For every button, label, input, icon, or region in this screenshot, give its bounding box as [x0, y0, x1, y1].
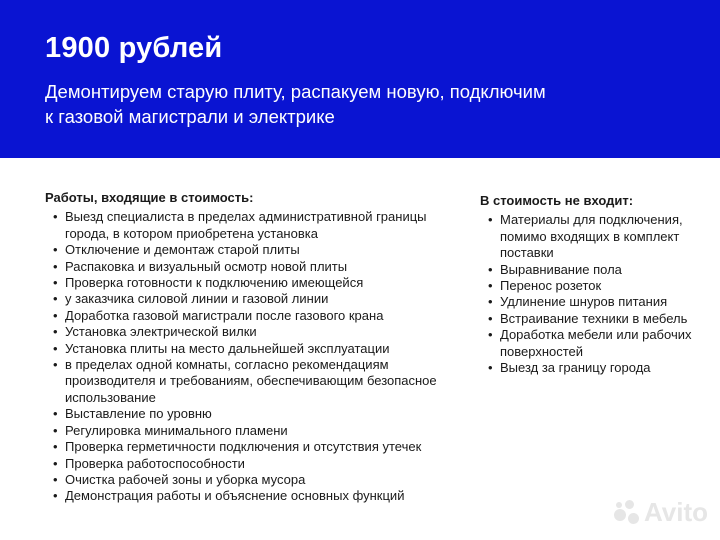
excluded-works	[480, 193, 695, 376]
list-item: • Доработка газовой магистрали после газового крана	[45, 308, 445, 324]
list-item: • Материалы для подключения, помимо входящих в комплект поставки	[480, 212, 695, 261]
list-item: • Установка плиты на место дальнейшей эксплуатации	[45, 341, 445, 357]
included-title: Работы, входящие в стоимость:	[45, 190, 254, 205]
list-item: • Проверка готовности к подключению имеющейся	[45, 275, 445, 291]
list-item: • Удлинение шнуров питания	[480, 294, 695, 310]
list-item: • Перенос розеток	[480, 278, 695, 294]
list-item: • Проверка герметичности подключения и отсутствия утечек	[45, 439, 445, 455]
list-item: • Регулировка минимального пламени	[45, 423, 445, 439]
included-works	[45, 190, 445, 505]
avito-logo-icon	[614, 500, 640, 526]
price-banner	[0, 0, 720, 158]
list-item: • Выставление по уровню	[45, 406, 445, 422]
list-item: • у заказчика силовой линии и газовой линии	[45, 291, 445, 307]
list-item: • Выезд за границу города	[480, 360, 695, 376]
list-item: • Выезд специалиста в пределах административной границы города, в котором приобретена установка	[45, 209, 445, 242]
description-line: к газовой магистрали и электрике	[45, 106, 335, 127]
avito-logo-text: Avito	[643, 497, 708, 527]
list-item: • Проверка работоспособности	[45, 456, 445, 472]
list-item: • Отключение и демонтаж старой плиты	[45, 242, 445, 258]
excluded-title: В стоимость не входит:	[480, 193, 634, 208]
list-item: • Распаковка и визуальный осмотр новой плиты	[45, 259, 445, 275]
list-item: • Выравнивание пола	[480, 262, 695, 278]
included-list	[45, 209, 445, 504]
list-item: • Демонстрация работы и объяснение основных функций	[45, 488, 445, 504]
list-item: • Встраивание техники в мебель	[480, 311, 695, 327]
avito-watermark	[614, 497, 708, 528]
list-item: • Очистка рабочей зоны и уборка мусора	[45, 472, 445, 488]
excluded-list	[480, 212, 695, 376]
list-item: • Установка электрической вилки	[45, 324, 445, 340]
price-title: 1900 рублей	[45, 32, 223, 64]
list-item: • Доработка мебели или рабочих поверхностей	[480, 327, 695, 360]
description-line: Демонтируем старую плиту, распакуем новую, подключим	[45, 81, 546, 102]
list-item: • в пределах одной комнаты, согласно рекомендациям производителя и требованиям, обеспечивающим безопасное использование	[45, 357, 445, 406]
service-description	[45, 79, 645, 129]
